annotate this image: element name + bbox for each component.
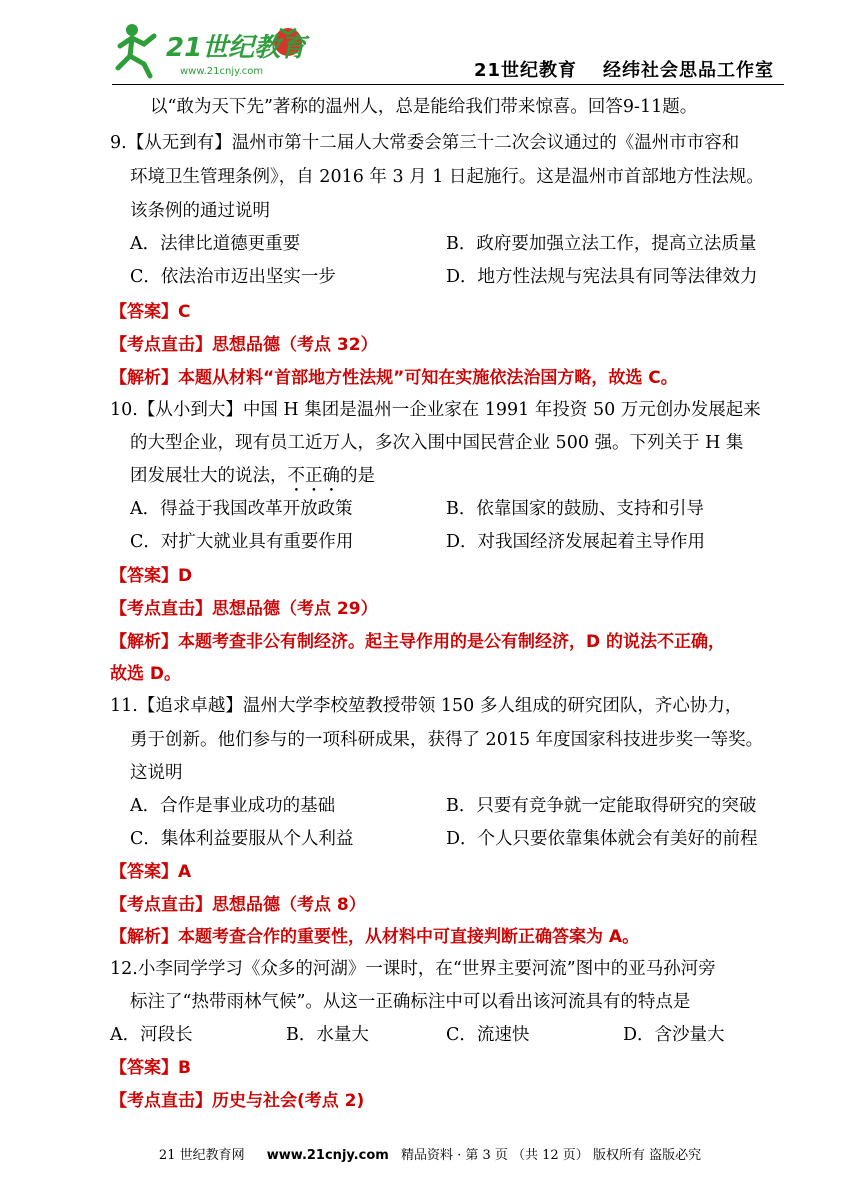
q10-line-1: 10.【从小到大】中国 H 集团是温州一企业家在 1991 年投资 50 万元创办发展起来 bbox=[110, 400, 761, 420]
q12-option-a: A．河段长 bbox=[110, 1025, 193, 1045]
footer-left: 21 世纪教育网 bbox=[158, 1148, 245, 1163]
q10-option-d: D．对我国经济发展起着主导作用 bbox=[446, 532, 706, 552]
q11-option-b: B．只要有竞争就一定能取得研究的突破 bbox=[446, 796, 757, 816]
q10-analysis-1: 【解析】本题考查非公有制经济。起主导作用的是公有制经济，D 的说法不正确， bbox=[110, 632, 726, 652]
q10-emphasis: 不正确 bbox=[287, 466, 340, 486]
site-logo bbox=[110, 16, 310, 82]
q11-analysis: 【解析】本题考查合作的重要性，从材料中可直接判断正确答案为 A。 bbox=[110, 927, 640, 947]
q10-line-2: 的大型企业，现有员工近万人，多次入围中国民营企业 500 强。下列关于 H 集 bbox=[130, 433, 744, 453]
q10-answer: 【答案】D bbox=[110, 566, 193, 586]
q10-option-b: B．依靠国家的鼓励、支持和引导 bbox=[446, 499, 704, 519]
q9-option-b: B．政府要加强立法工作，提高立法质量 bbox=[446, 234, 757, 254]
q11-answer: 【答案】A bbox=[110, 862, 192, 882]
q10-option-c: C．对扩大就业具有重要作用 bbox=[130, 532, 354, 552]
q9-answer: 【答案】C bbox=[110, 302, 191, 322]
header-title bbox=[474, 56, 774, 82]
q11-option-d: D．个人只要依靠集体就会有美好的前程 bbox=[446, 829, 758, 849]
q10-analysis-2: 故选 D。 bbox=[110, 664, 182, 684]
q9-option-a: A．法律比道德更重要 bbox=[130, 234, 301, 254]
q11-line-1: 11.【追求卓越】温州大学李校堃教授带领 150 多人组成的研究团队，齐心协力， bbox=[110, 696, 743, 716]
footer-site: www.21cnjy.com bbox=[266, 1148, 389, 1163]
q10-option-a: A．得益于我国改革开放政策 bbox=[130, 499, 353, 519]
intro-text: 以“敢为天下先”著称的温州人，总是能给我们带来惊喜。回答9-11题。 bbox=[150, 97, 698, 117]
q11-option-c: C．集体利益要服从个人利益 bbox=[130, 829, 354, 849]
svg-text:21世纪教育: 21世纪教育 bbox=[166, 33, 307, 63]
q9-line-2: 环境卫生管理条例》，自 2016 年 3 月 1 日起施行。这是温州市首部地方性法规。 bbox=[130, 167, 764, 187]
q11-option-a: A．合作是事业成功的基础 bbox=[130, 796, 336, 816]
q10-point: 【考点直击】思想品德（考点 29） bbox=[110, 599, 378, 619]
q11-line-3: 这说明 bbox=[130, 763, 183, 783]
q11-point: 【考点直击】思想品德（考点 8） bbox=[110, 895, 366, 915]
header-brand: 21世纪教育 bbox=[473, 60, 577, 81]
q9-analysis: 【解析】本题从材料“首部地方性法规”可知在实施依法治国方略，故选 C。 bbox=[110, 368, 678, 388]
q12-option-c: C．流速快 bbox=[446, 1025, 530, 1045]
q10-line-3: 团发展壮大的说法，不正确的是 bbox=[130, 466, 375, 486]
q12-point: 【考点直击】历史与社会(考点 2) bbox=[110, 1091, 365, 1111]
q9-option-d: D．地方性法规与宪法具有同等法律效力 bbox=[446, 267, 758, 287]
page-footer bbox=[0, 1144, 860, 1163]
q9-line-3: 该条例的通过说明 bbox=[130, 201, 270, 221]
q9-option-c: C．依法治市迈出坚实一步 bbox=[130, 267, 336, 287]
header-divider bbox=[112, 84, 784, 85]
q12-line-2: 标注了“热带雨林气候”。从这一正确标注中可以看出该河流具有的特点是 bbox=[130, 992, 691, 1012]
svg-text:www.21cnjy.com: www.21cnjy.com bbox=[180, 66, 264, 77]
footer-right: 精品资料 · 第 3 页 （共 12 页） 版权所有 盗版必究 bbox=[400, 1148, 702, 1163]
q9-line-1: 9.【从无到有】温州市第十二届人大常委会第三十二次会议通过的《温州市市容和 bbox=[110, 133, 740, 153]
q12-line-1: 12.小李同学学习《众多的河湖》一课时，在“世界主要河流”图中的亚马孙河旁 bbox=[110, 959, 716, 979]
q12-option-b: B．水量大 bbox=[286, 1025, 369, 1045]
q12-option-d: D．含沙量大 bbox=[623, 1025, 725, 1045]
header-studio: 经纬社会思品工作室 bbox=[603, 60, 774, 81]
q9-point: 【考点直击】思想品德（考点 32） bbox=[110, 335, 378, 355]
q12-answer: 【答案】B bbox=[110, 1058, 191, 1078]
q11-line-2: 勇于创新。他们参与的一项科研成果，获得了 2015 年度国家科技进步奖一等奖。 bbox=[130, 730, 764, 750]
